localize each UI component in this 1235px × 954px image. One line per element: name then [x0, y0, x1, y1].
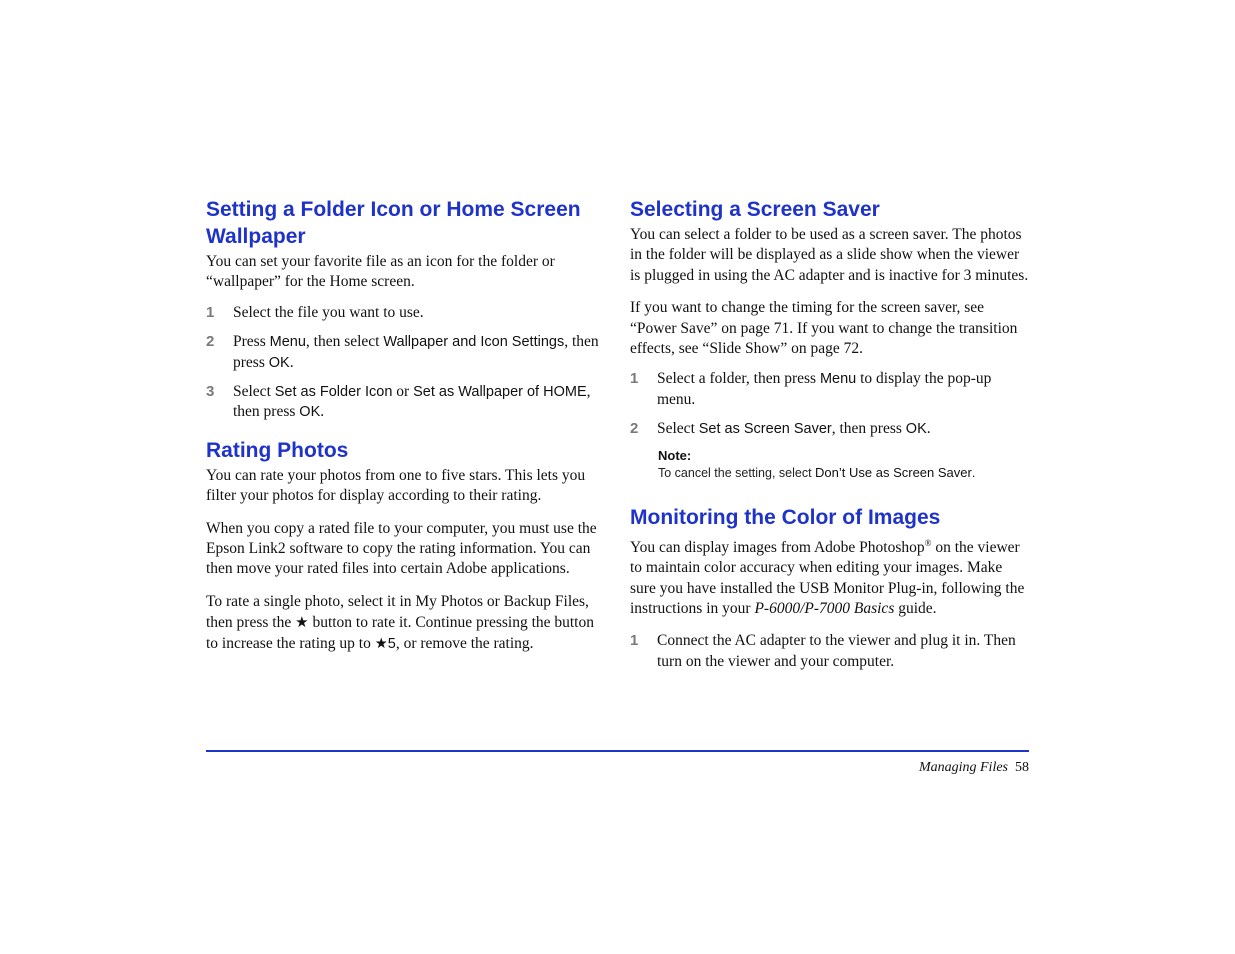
note-text: .	[971, 465, 976, 480]
step-text: .	[289, 353, 294, 371]
set-screen-saver-command: Set as Screen Saver	[698, 421, 832, 438]
page-footer	[919, 760, 1029, 776]
step-text: Select the file you want to use.	[233, 303, 424, 321]
ok-command: OK	[905, 421, 927, 438]
steps-folder-icon	[206, 303, 606, 423]
paragraph-rating-intro: You can rate your photos from one to five stars. This lets you filter your photos for display according to their rating.	[206, 466, 586, 505]
paragraph-monitoring-intro	[630, 533, 1030, 620]
heading-screen-saver: Selecting a Screen Saver	[630, 198, 880, 221]
steps-screen-saver	[630, 369, 1030, 439]
basics-guide-title: P-6000/P-7000 Basics	[754, 600, 895, 618]
text-run: on the viewer to maintain color accuracy when editing your images. Make sure you have installed the USB Monitor Plug-in, following the instructions in your	[630, 538, 1025, 618]
step-number: 1	[630, 370, 639, 388]
note-title: Note:	[658, 447, 692, 463]
footer-section-name: Managing Files	[918, 760, 1008, 775]
step-text: , then press	[831, 420, 906, 438]
paragraph-screen-saver-intro: You can select a folder to be used as a screen saver. The photos in the folder will be displayed as a slide show when the viewer is plugged in using the AC adapter and is inactive for 3 minutes.	[630, 226, 1029, 284]
star-icon: ★	[295, 613, 309, 632]
step-text: , then press	[233, 333, 599, 371]
step-item	[206, 332, 606, 373]
set-wallpaper-command: Set as Wallpaper of HOME	[413, 384, 587, 401]
text-run: button to rate it. Continue pressing the button to increase the rating up to	[206, 614, 594, 652]
paragraph-wallpaper-intro: You can set your favorite file as an icon for the folder or “wallpaper” for the Home screen.	[206, 253, 555, 291]
step-number: 2	[630, 420, 639, 438]
five-star-icon: ★5	[374, 635, 396, 652]
step-item	[206, 382, 606, 423]
step-number: 2	[206, 333, 215, 351]
step-text: , then press	[233, 383, 591, 421]
step-item	[630, 631, 1030, 672]
text-run: To rate a single photo, select it in My Photos or Backup Files, then press the	[206, 592, 589, 632]
ok-command: OK	[268, 354, 290, 371]
step-item	[206, 303, 606, 323]
heading-folder-icon-wallpaper: Setting a Folder Icon or Home Screen Wallpaper	[206, 198, 581, 248]
step-text: Press	[233, 333, 270, 351]
menu-command: Menu	[819, 371, 857, 388]
step-text: .	[320, 403, 325, 421]
right-column	[630, 196, 1030, 681]
footer-page-number: 58	[1015, 760, 1029, 775]
step-number: 1	[206, 303, 215, 321]
note-body	[658, 464, 1030, 482]
registered-mark: ®	[924, 537, 932, 548]
footer-rule	[206, 750, 1029, 752]
step-text: , then select	[305, 333, 384, 351]
heading-monitoring-color: Monitoring the Color of Images	[630, 505, 941, 529]
menu-command: Menu	[269, 334, 306, 351]
step-item	[630, 369, 1030, 410]
text-run: You can display images from Adobe Photoshop	[630, 538, 925, 556]
step-text: Select	[657, 420, 699, 438]
paragraph-rating-copy: When you copy a rated file to your computer, you must use the Epson Link2 software to copy the rating information. You can then move your rated files into certain Adobe applications.	[206, 519, 597, 578]
text-run: guide.	[894, 600, 937, 618]
step-text: to display the pop-up menu.	[657, 370, 992, 408]
step-text: or	[392, 383, 414, 401]
ok-command: OK	[299, 404, 321, 421]
paragraph-screen-saver-timing: If you want to change the timing for the screen saver, see “Power Save” on page 71. If you want to change the transition effects, see “Slide Show” on page 72.	[630, 299, 1018, 358]
wallpaper-settings-command: Wallpaper and Icon Settings	[383, 334, 565, 351]
note-box	[630, 447, 1030, 482]
paragraph-rating-howto	[206, 592, 606, 654]
left-column	[206, 196, 606, 666]
step-number: 1	[630, 632, 639, 650]
set-folder-icon-command: Set as Folder Icon	[274, 384, 393, 401]
text-run: , or remove the rating.	[395, 634, 534, 652]
steps-monitoring	[630, 631, 1030, 672]
step-number: 3	[206, 383, 215, 401]
dont-use-screen-saver-command: Don’t Use as Screen Saver	[815, 464, 972, 480]
step-text: Connect the AC adapter to the viewer and plug it in. Then turn on the viewer and your computer.	[657, 632, 1016, 670]
note-text: To cancel the setting, select	[658, 465, 816, 480]
step-text: .	[926, 420, 931, 438]
step-text: Select a folder, then press	[657, 370, 820, 388]
step-text: Select	[233, 383, 275, 401]
step-item	[630, 419, 1030, 439]
heading-rating-photos: Rating Photos	[206, 438, 349, 462]
